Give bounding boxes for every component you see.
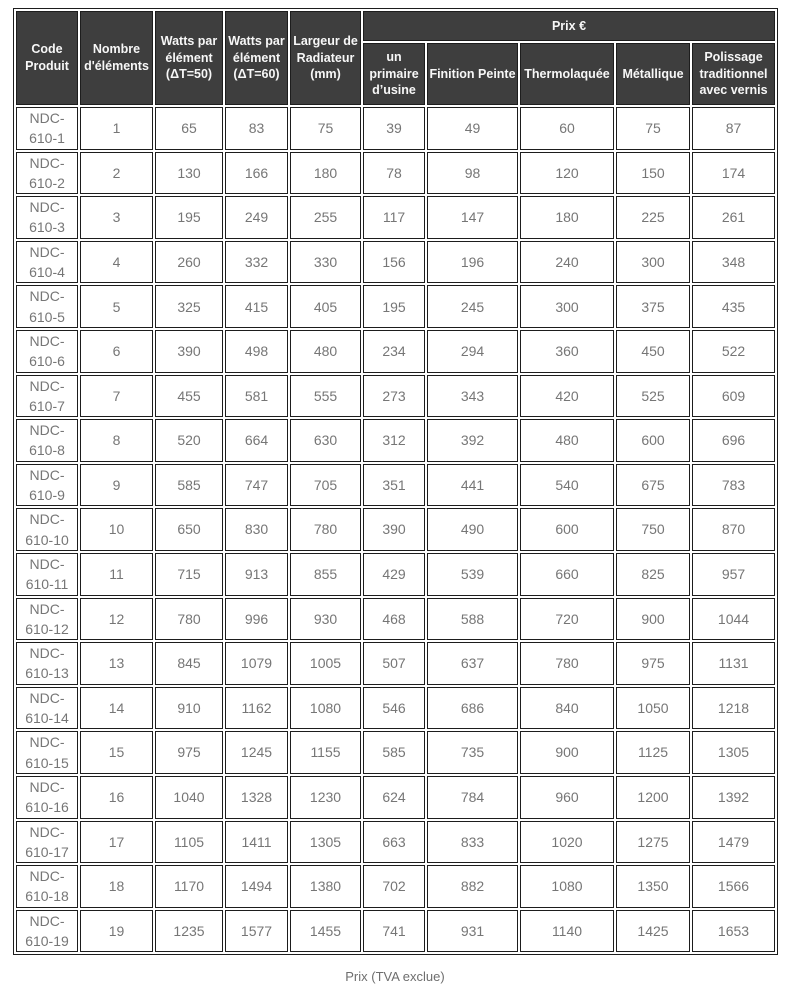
value-cell: 65 [155,107,223,150]
column-header-metallique: Métallique [616,43,690,105]
value-cell: 343 [427,375,518,418]
value-cell: 156 [363,241,425,284]
value-cell: 360 [520,330,614,373]
product-code-cell: NDC-610-13 [16,642,78,685]
value-cell: 664 [225,419,288,462]
value-cell: 522 [692,330,775,373]
column-header-largeur-radiateur: Largeur de Radiateur (mm) [290,11,361,105]
value-cell: 600 [520,508,614,551]
value-cell: 19 [80,910,153,953]
value-cell: 1079 [225,642,288,685]
value-cell: 147 [427,196,518,239]
table-row [16,508,775,551]
product-code-cell: NDC-610-10 [16,508,78,551]
value-cell: 735 [427,731,518,774]
column-header-primaire-usine: un primaire d’usine [363,43,425,105]
value-cell: 882 [427,865,518,908]
value-cell: 166 [225,152,288,195]
value-cell: 39 [363,107,425,150]
value-cell: 780 [155,598,223,641]
table-row [16,910,775,953]
value-cell: 784 [427,776,518,819]
value-cell: 392 [427,419,518,462]
value-cell: 705 [290,464,361,507]
value-cell: 174 [692,152,775,195]
product-code-cell: NDC-610-14 [16,687,78,730]
value-cell: 1328 [225,776,288,819]
value-cell: 1653 [692,910,775,953]
value-cell: 783 [692,464,775,507]
table-row [16,196,775,239]
value-cell: 900 [520,731,614,774]
product-code-cell: NDC-610-1 [16,107,78,150]
value-cell: 750 [616,508,690,551]
value-cell: 1577 [225,910,288,953]
value-cell: 780 [520,642,614,685]
value-cell: 741 [363,910,425,953]
footer-note: Prix (TVA exclue) [345,969,445,985]
value-cell: 1479 [692,821,775,864]
value-cell: 624 [363,776,425,819]
value-cell: 17 [80,821,153,864]
product-code-cell: NDC-610-11 [16,553,78,596]
value-cell: 195 [155,196,223,239]
value-cell: 18 [80,865,153,908]
value-cell: 830 [225,508,288,551]
product-code-cell: NDC-610-16 [16,776,78,819]
value-cell: 1455 [290,910,361,953]
value-cell: 1200 [616,776,690,819]
table-row [16,464,775,507]
product-code-cell: NDC-610-12 [16,598,78,641]
value-cell: 1131 [692,642,775,685]
value-cell: 195 [363,285,425,328]
value-cell: 1080 [290,687,361,730]
value-cell: 405 [290,285,361,328]
value-cell: 1080 [520,865,614,908]
column-group-header-prix: Prix € [363,11,775,41]
value-cell: 1218 [692,687,775,730]
value-cell: 1040 [155,776,223,819]
value-cell: 675 [616,464,690,507]
value-cell: 415 [225,285,288,328]
value-cell: 120 [520,152,614,195]
value-cell: 720 [520,598,614,641]
value-cell: 4 [80,241,153,284]
value-cell: 300 [520,285,614,328]
value-cell: 60 [520,107,614,150]
value-cell: 1140 [520,910,614,953]
value-cell: 435 [692,285,775,328]
value-cell: 1305 [692,731,775,774]
product-code-cell: NDC-610-17 [16,821,78,864]
value-cell: 845 [155,642,223,685]
value-cell: 1425 [616,910,690,953]
value-cell: 630 [290,419,361,462]
table-row [16,598,775,641]
value-cell: 83 [225,107,288,150]
value-cell: 1105 [155,821,223,864]
value-cell: 12 [80,598,153,641]
value-cell: 240 [520,241,614,284]
value-cell: 588 [427,598,518,641]
value-cell: 255 [290,196,361,239]
table-row [16,553,775,596]
value-cell: 429 [363,553,425,596]
value-cell: 180 [290,152,361,195]
table-row [16,776,775,819]
value-cell: 130 [155,152,223,195]
value-cell: 702 [363,865,425,908]
table-row [16,821,775,864]
value-cell: 975 [616,642,690,685]
value-cell: 348 [692,241,775,284]
value-cell: 663 [363,821,425,864]
value-cell: 546 [363,687,425,730]
value-cell: 609 [692,375,775,418]
value-cell: 1170 [155,865,223,908]
value-cell: 180 [520,196,614,239]
value-cell: 900 [616,598,690,641]
value-cell: 1162 [225,687,288,730]
value-cell: 294 [427,330,518,373]
value-cell: 196 [427,241,518,284]
value-cell: 1125 [616,731,690,774]
value-cell: 539 [427,553,518,596]
column-header-polissage: Polissage traditionnel avec vernis [692,43,775,105]
product-code-cell: NDC-610-18 [16,865,78,908]
value-cell: 1566 [692,865,775,908]
value-cell: 1305 [290,821,361,864]
value-cell: 540 [520,464,614,507]
value-cell: 1494 [225,865,288,908]
value-cell: 1350 [616,865,690,908]
value-cell: 660 [520,553,614,596]
value-cell: 780 [290,508,361,551]
table-row [16,375,775,418]
value-cell: 870 [692,508,775,551]
value-cell: 420 [520,375,614,418]
value-cell: 75 [290,107,361,150]
value-cell: 1155 [290,731,361,774]
value-cell: 507 [363,642,425,685]
value-cell: 585 [363,731,425,774]
value-cell: 555 [290,375,361,418]
value-cell: 650 [155,508,223,551]
header-group-row [16,11,775,41]
value-cell: 117 [363,196,425,239]
value-cell: 150 [616,152,690,195]
value-cell: 15 [80,731,153,774]
value-cell: 520 [155,419,223,462]
value-cell: 1380 [290,865,361,908]
product-code-cell: NDC-610-8 [16,419,78,462]
value-cell: 10 [80,508,153,551]
table-row [16,285,775,328]
value-cell: 696 [692,419,775,462]
value-cell: 455 [155,375,223,418]
value-cell: 98 [427,152,518,195]
table-row [16,330,775,373]
value-cell: 833 [427,821,518,864]
column-header-watts-dt60: Watts par élément (ΔT=60) [225,11,288,105]
value-cell: 49 [427,107,518,150]
value-cell: 913 [225,553,288,596]
column-header-watts-dt50: Watts par élément (ΔT=50) [155,11,223,105]
value-cell: 840 [520,687,614,730]
value-cell: 996 [225,598,288,641]
value-cell: 1392 [692,776,775,819]
value-cell: 13 [80,642,153,685]
value-cell: 87 [692,107,775,150]
value-cell: 1005 [290,642,361,685]
value-cell: 1044 [692,598,775,641]
product-code-cell: NDC-610-4 [16,241,78,284]
product-code-cell: NDC-610-15 [16,731,78,774]
table-row [16,687,775,730]
value-cell: 490 [427,508,518,551]
value-cell: 585 [155,464,223,507]
value-cell: 75 [616,107,690,150]
column-header-code-produit: Code Produit [16,11,78,105]
value-cell: 910 [155,687,223,730]
value-cell: 686 [427,687,518,730]
value-cell: 332 [225,241,288,284]
value-cell: 957 [692,553,775,596]
value-cell: 525 [616,375,690,418]
product-code-cell: NDC-610-6 [16,330,78,373]
value-cell: 6 [80,330,153,373]
value-cell: 325 [155,285,223,328]
value-cell: 1230 [290,776,361,819]
value-cell: 8 [80,419,153,462]
product-code-cell: NDC-610-2 [16,152,78,195]
value-cell: 2 [80,152,153,195]
value-cell: 1 [80,107,153,150]
value-cell: 249 [225,196,288,239]
value-cell: 450 [616,330,690,373]
table-row [16,865,775,908]
value-cell: 498 [225,330,288,373]
value-cell: 390 [155,330,223,373]
value-cell: 78 [363,152,425,195]
table-row [16,642,775,685]
product-code-cell: NDC-610-3 [16,196,78,239]
value-cell: 855 [290,553,361,596]
value-cell: 300 [616,241,690,284]
value-cell: 390 [363,508,425,551]
value-cell: 715 [155,553,223,596]
value-cell: 637 [427,642,518,685]
value-cell: 312 [363,419,425,462]
pricing-table [13,8,778,955]
value-cell: 273 [363,375,425,418]
value-cell: 351 [363,464,425,507]
value-cell: 975 [155,731,223,774]
value-cell: 245 [427,285,518,328]
value-cell: 11 [80,553,153,596]
value-cell: 9 [80,464,153,507]
table-row [16,241,775,284]
value-cell: 7 [80,375,153,418]
value-cell: 480 [290,330,361,373]
value-cell: 747 [225,464,288,507]
value-cell: 930 [290,598,361,641]
value-cell: 581 [225,375,288,418]
product-code-cell: NDC-610-7 [16,375,78,418]
column-header-thermolaquee: Thermolaquée [520,43,614,105]
value-cell: 960 [520,776,614,819]
value-cell: 1050 [616,687,690,730]
table-row [16,731,775,774]
value-cell: 5 [80,285,153,328]
value-cell: 375 [616,285,690,328]
table-body [16,107,775,952]
value-cell: 234 [363,330,425,373]
value-cell: 1235 [155,910,223,953]
value-cell: 825 [616,553,690,596]
value-cell: 480 [520,419,614,462]
table-row [16,419,775,462]
value-cell: 3 [80,196,153,239]
value-cell: 330 [290,241,361,284]
value-cell: 14 [80,687,153,730]
product-code-cell: NDC-610-19 [16,910,78,953]
value-cell: 16 [80,776,153,819]
value-cell: 600 [616,419,690,462]
column-header-nombre-elements: Nombre d'éléments [80,11,153,105]
value-cell: 931 [427,910,518,953]
value-cell: 225 [616,196,690,239]
table-row [16,152,775,195]
value-cell: 441 [427,464,518,507]
table-row [16,107,775,150]
table-header [16,11,775,105]
value-cell: 261 [692,196,775,239]
column-header-finition-peinte: Finition Peinte [427,43,518,105]
product-code-cell: NDC-610-9 [16,464,78,507]
value-cell: 1245 [225,731,288,774]
value-cell: 1411 [225,821,288,864]
value-cell: 1020 [520,821,614,864]
value-cell: 468 [363,598,425,641]
value-cell: 1275 [616,821,690,864]
product-code-cell: NDC-610-5 [16,285,78,328]
value-cell: 260 [155,241,223,284]
